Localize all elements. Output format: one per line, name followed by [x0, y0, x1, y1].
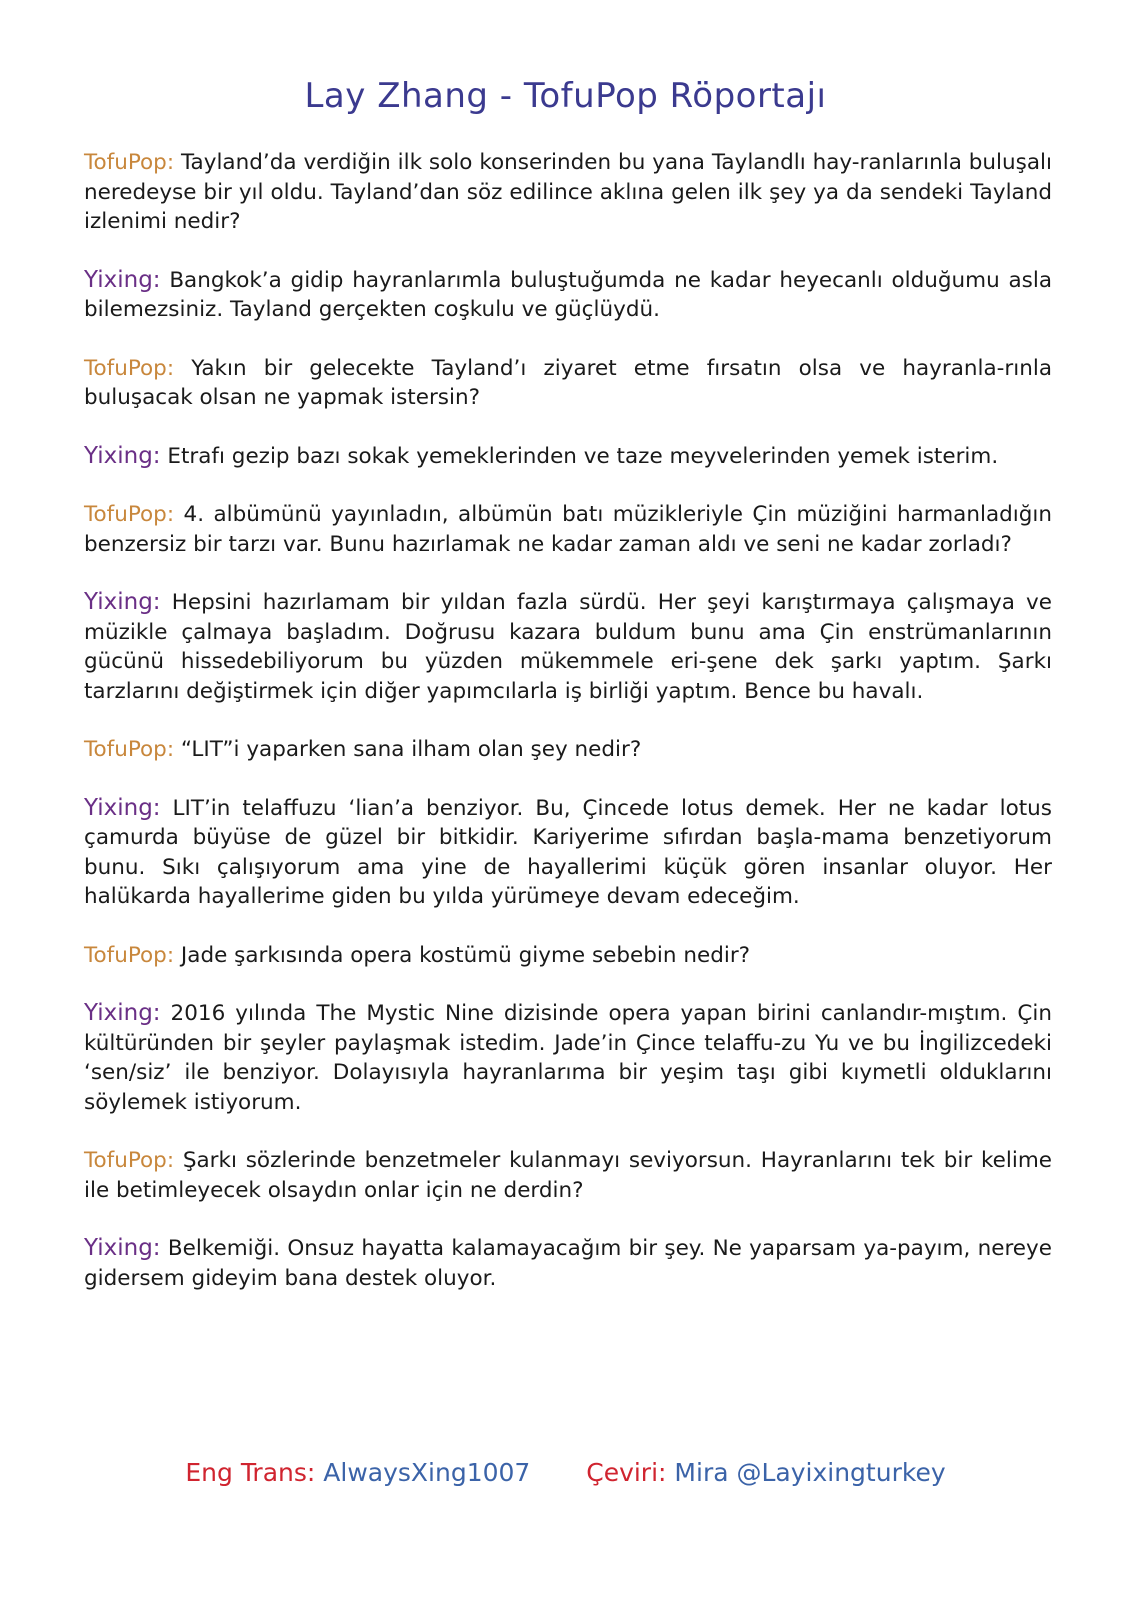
translation-credits — [0, 1458, 1131, 1487]
paragraph-text: Yakın bir gelecekte Tayland’ı ziyaret etme fırsatın olsa ve hayranla-rınla buluşacak olsan ne yapmak istersin? — [84, 355, 1052, 410]
eng-trans-name: AlwaysXing1007 — [323, 1458, 531, 1487]
speaker-label: TofuPop: — [84, 355, 175, 381]
interview-body — [84, 148, 1052, 1322]
ceviri-label: Çeviri: — [586, 1458, 667, 1487]
interview-paragraph — [84, 442, 1052, 472]
paragraph-text: Tayland’da verdiğin ilk solo konserinden bu yana Taylandlı hay-ranlarınla buluşalı neredeyse bir yıl oldu. Tayland’dan söz edilince aklına gelen ilk şey ya da sendeki Tayland izlenimi nedir? — [84, 150, 1052, 234]
interview-paragraph — [84, 148, 1052, 237]
interview-paragraph — [84, 266, 1052, 325]
interview-paragraph — [84, 1146, 1052, 1205]
paragraph-text: Etrafı gezip bazı sokak yemeklerinden ve taze meyvelerinden yemek isterim. — [167, 443, 999, 469]
interview-paragraph — [84, 588, 1052, 706]
paragraph-text: Belkemiği. Onsuz hayatta kalamayacağım bir şey. Ne yaparsam ya-payım, nereye gidersem gideyim bana destek oluyor. — [84, 1236, 1052, 1291]
interview-paragraph — [84, 1234, 1052, 1293]
speaker-label: TofuPop: — [84, 150, 175, 175]
interview-paragraph — [84, 999, 1052, 1117]
interview-paragraph — [84, 354, 1052, 413]
ceviri-name: Mira @Layixingturkey — [674, 1458, 946, 1487]
interview-paragraph — [84, 941, 1052, 971]
paragraph-text: LIT’in telaffuzu ‘lian’a benziyor. Bu, Çincede lotus demek. Her ne kadar lotus çamurda büyüse de güzel bir bitkidir. Kariyerime sıfırdan başla-mama benzetiyorum bunu. Sıkı çalışıyorum ama yine de hayallerimi küçük gören insanlar oluyor. Her halükarda hayallerime giden bu yılda yürümeye devam edeceğim. — [84, 795, 1052, 909]
speaker-label: TofuPop: — [84, 737, 175, 762]
speaker-label: Yixing: — [84, 589, 161, 615]
paragraph-text: “LIT”i yaparken sana ilham olan şey nedir? — [180, 737, 642, 762]
interview-paragraph — [84, 735, 1052, 765]
speaker-label: TofuPop: — [84, 502, 175, 527]
paragraph-text: 4. albümünü yayınladın, albümün batı müzikleriyle Çin müziğini harmanladığın benzersiz bir tarzı var. Bunu hazırlamak ne kadar zaman aldı ve seni ne kadar zorladı? — [84, 502, 1052, 557]
interview-paragraph — [84, 794, 1052, 912]
paragraph-text: Jade şarkısında opera kostümü giyme sebebin nedir? — [180, 942, 751, 968]
speaker-label: Yixing: — [84, 442, 161, 469]
paragraph-text: 2016 yılında The Mystic Nine dizisinde opera yapan birini canlandır-mıştım. Çin kültüründen bir şeyler paylaşmak istedim. Jade’in Çince telaffu-zu Yu ve bu İngilizcedeki ‘sen/siz’ ile benziyor. Dolayısıyla hayranlarıma bir yeşim taşı gibi kıymetli olduklarını söylemek istiyorum. — [84, 1001, 1052, 1115]
speaker-label: TofuPop: — [84, 942, 175, 968]
paragraph-text: Bangkok’a gidip hayranlarımla buluştuğumda ne kadar heyecanlı olduğumu asla bilemezsiniz. Tayland gerçekten coşkulu ve güçlüydü. — [84, 267, 1053, 322]
speaker-label: Yixing: — [84, 266, 161, 293]
speaker-label: Yixing: — [84, 1235, 161, 1261]
page-title: Lay Zhang - TofuPop Röportajı — [304, 76, 827, 116]
speaker-label: TofuPop: — [84, 1148, 175, 1173]
speaker-label: Yixing: — [84, 1000, 161, 1026]
speaker-label: Yixing: — [84, 794, 161, 821]
paragraph-text: Hepsini hazırlamam bir yıldan fazla sürdü. Her şeyi karıştırmaya çalışmaya ve müzikle çalmaya başladım. Doğrusu kazara buldum bunu ama Çin enstrümanlarının gücünü hissedebiliyorum bu yüzden mükemmele eri-şene dek şarkı yaptım. Şarkı tarzlarını değiştirmek için diğer yapımcılarla iş birliği yaptım. Bence bu havalı. — [84, 590, 1052, 704]
interview-paragraph — [84, 500, 1052, 559]
eng-trans-label: Eng Trans: — [185, 1458, 316, 1487]
paragraph-text: Şarkı sözlerinde benzetmeler kulanmayı seviyorsun. Hayranlarını tek bir kelime ile betimleyecek olsaydın onlar için ne derdin? — [84, 1148, 1052, 1203]
